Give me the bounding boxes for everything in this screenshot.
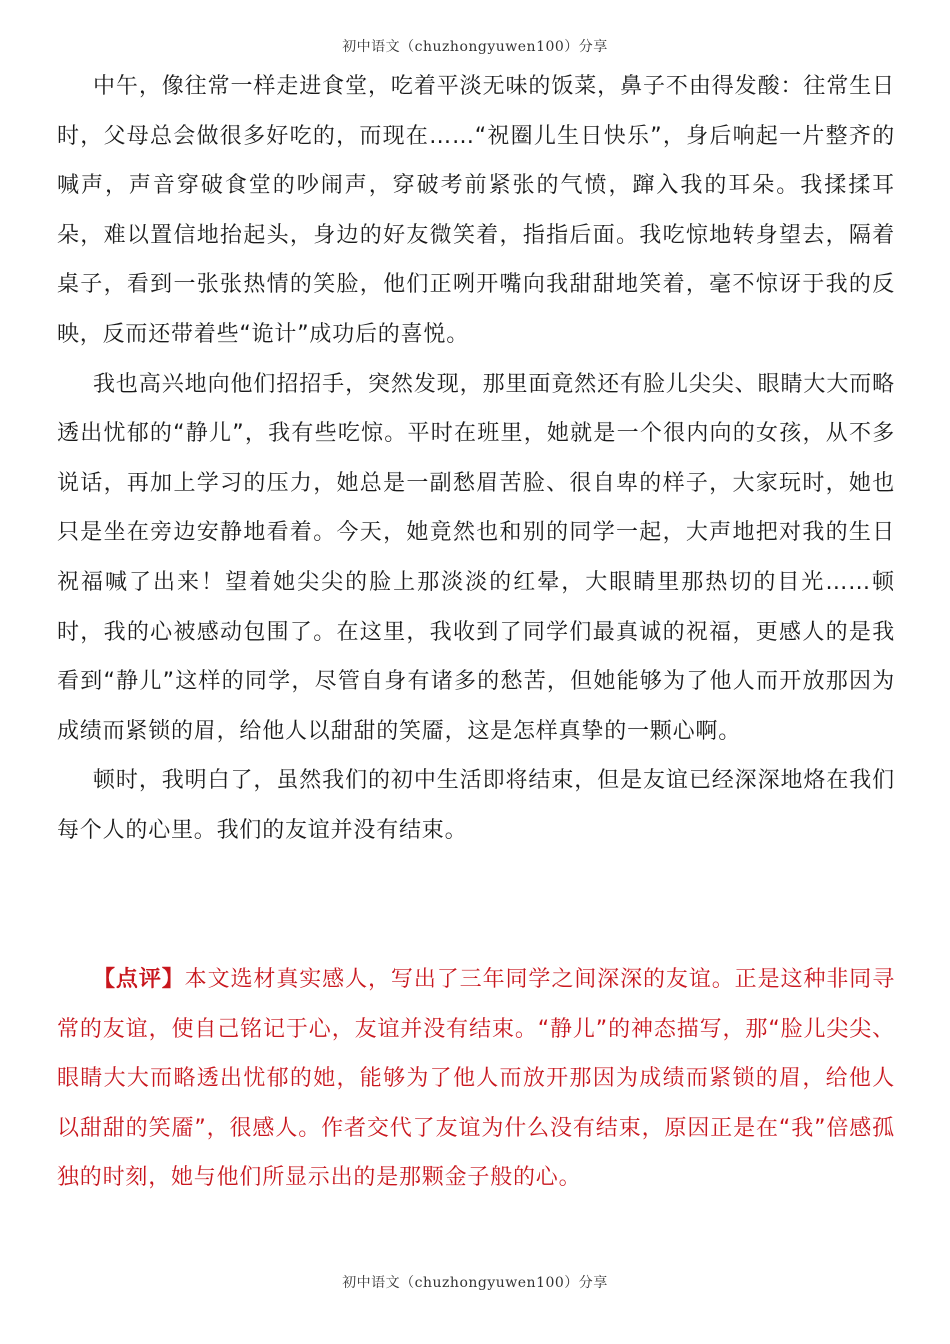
essay-paragraph-1: 中午，像往常一样走进食堂，吃着平淡无味的饭菜，鼻子不由得发酸：往常生日时，父母总会做很多好吃的，而现在……“祝圈儿生日快乐”，身后响起一片整齐的喊声，声音穿破食堂的吵闹声，穿破考前紧张的气愤，蹿入我的耳朵。我揉揉耳朵，难以置信地抬起头，身边的好友微笑着，指指后面。我吃惊地转身望去，隔着桌子，看到一张张热情的笑脸，他们正咧开嘴向我甜甜地笑着，毫不惊讶于我的反映，反而还带着些“诡计”成功后的喜悦。 [57,74,895,347]
essay-paragraph-3: 顿时，我明白了，虽然我们的初中生活即将结束，但是友谊已经深深地烙在我们每个人的心里。我们的友谊并没有结束。 [57,768,895,843]
essay-paragraph-2: 我也高兴地向他们招招手，突然发现，那里面竟然还有脸儿尖尖、眼睛大大而略透出忧郁的“静儿”，我有些吃惊。平时在班里，她就是一个很内向的女孩，从不多说话，再加上学习的压力，她总是一副愁眉苦脸、很自卑的样子，大家玩时，她也只是坐在旁边安静地看着。今天，她竟然也和别的同学一起，大声地把对我的生日祝福喊了出来！望着她尖尖的脸上那淡淡的红晕，大眼睛里那热切的目光……顿时，我的心被感动包围了。在这里，我收到了同学们最真诚的祝福，更感人的是我看到“静儿”这样的同学，尽管自身有诸多的愁苦，但她能够为了他人而开放那因为成绩而紧锁的眉，给他人以甜甜的笑靥，这是怎样真挚的一颗心啊。 [57,371,895,744]
commentary-label: 【点评】 [93,967,185,992]
page-footer: 初中语文（chuzhongyuwen100）分享 [342,1275,608,1291]
commentary-text: 本文选材真实感人，写出了三年同学之间深深的友谊。正是这种非同寻常的友谊，使自己铭记于心，友谊并没有结束。“静儿”的神态描写，那“脸儿尖尖、眼睛大大而略透出忧郁的她，能够为了他人而放开那因为成绩而紧锁的眉，给他人以甜甜的笑靥”，很感人。作者交代了友谊为什么没有结束，原因正是在“我”倍感孤独的时刻，她与他们所显示出的是那颗金子般的心。 [57,967,895,1191]
page-header: 初中语文（chuzhongyuwen100）分享 [342,39,608,55]
essay-body [57,62,895,856]
commentary [57,955,895,1203]
